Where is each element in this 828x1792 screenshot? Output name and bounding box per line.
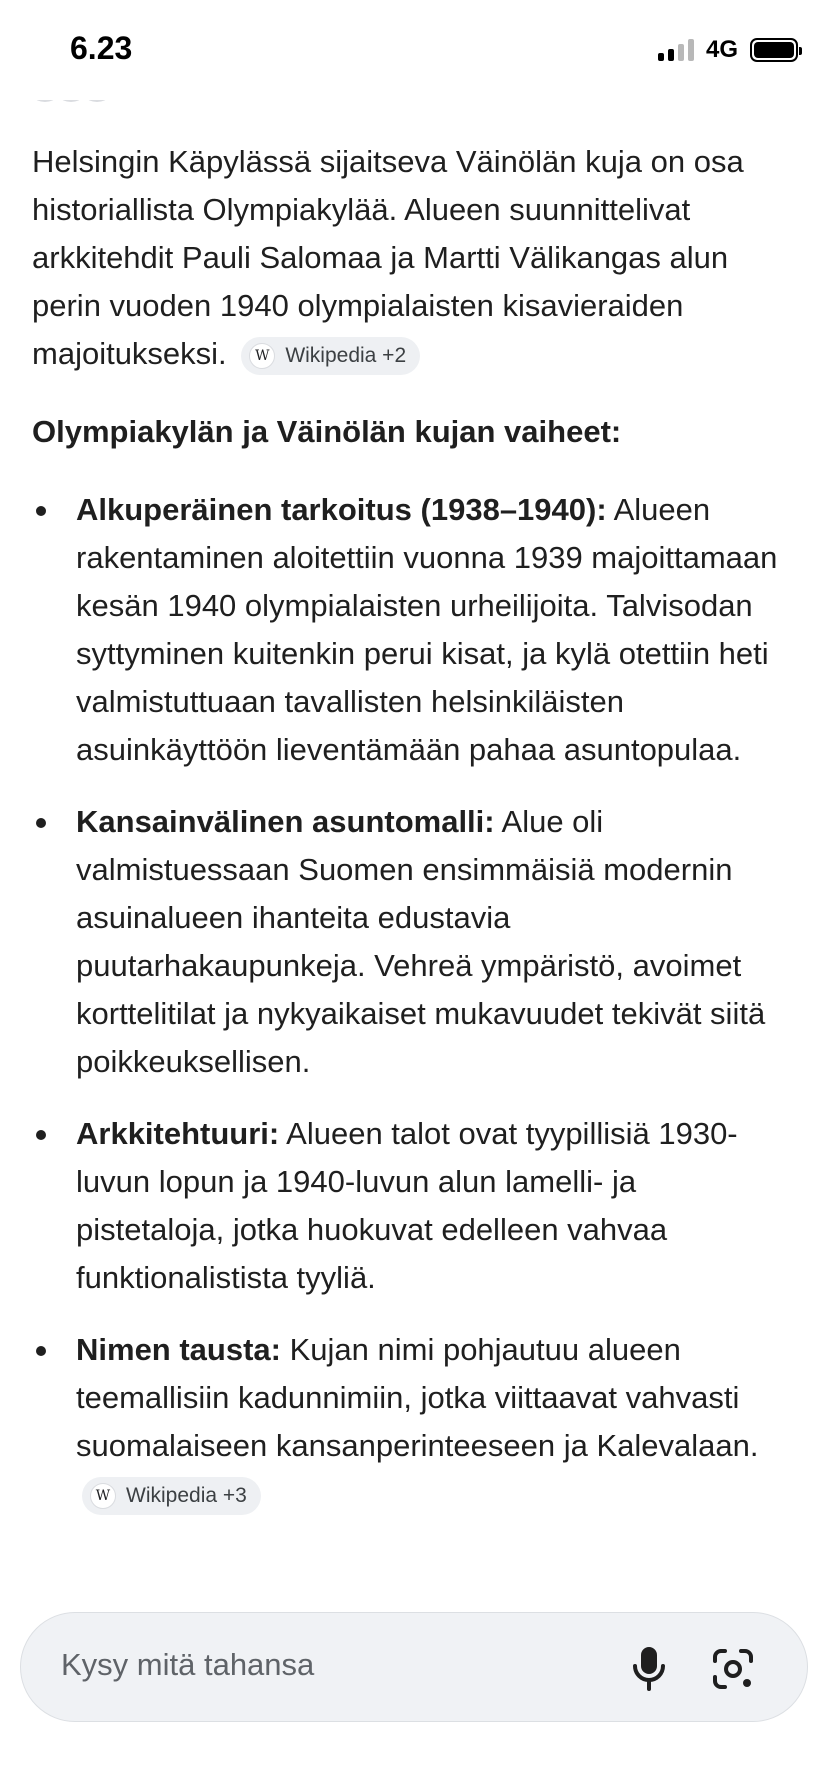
intro-text: Helsingin Käpylässä sijaitseva Väinölän kuja on osa historiallista Olympiakylää. Alueen suunnittelivat arkkitehdit Pauli Salomaa ja Martti Välikangas alun perin vuoden 1940 olympialaisten kisavieraiden majoitukseksi. [32,144,744,371]
wikipedia-icon: W [90,1483,116,1509]
network-type: 4G [705,36,738,63]
status-bar [0,0,828,100]
list-item [76,1326,792,1518]
status-time: 6.23 [70,30,133,66]
list-item-text: Alueen rakentaminen aloitettiin vuonna 1939 majoittamaan kesän 1940 olympialaisten urheilijoita. Talvisodan syttyminen kuitenkin perui kisat, ja kylä otettiin heti valmistuttuaan tavallisten helsinkiläisten asuinkäyttöön lieventämään pahaa asuntopulaa. [76,492,778,767]
list-item-title: Kansainvälinen asuntomalli: [76,804,495,839]
list-item-title: Alkuperäinen tarkoitus (1938–1940): [76,492,607,527]
list-item [76,798,792,1086]
list-item-text: Alue oli valmistuessaan Suomen ensimmäisiä modernin asuinalueen ihanteita edustavia puutarhakaupunkeja. Vehreä ympäristö, avoimet korttelitilat ja nykyaikaiset mukavuudet tekivät siitä poikkeuksellisen. [76,804,766,1079]
list-item [76,1110,792,1302]
source-chip-label: Wikipedia +3 [126,1484,247,1507]
list-item-text: Kujan nimi pohjautuu alueen teemallisiin kadunnimiin, jotka viittaavat vahvasti suomalaiseen kansanperinteeseen ja Kalevalaan. [76,1332,759,1463]
ask-input-bar[interactable] [20,1612,808,1722]
mic-icon[interactable] [629,1645,669,1691]
section-heading: Olympiakylän ja Väinölän kujan vaiheet: [32,414,622,449]
ask-input-placeholder[interactable]: Kysy mitä tahansa [61,1647,315,1682]
list-item [76,486,792,774]
ai-answer-content [32,138,792,1542]
source-chip-wikipedia[interactable] [82,1477,261,1515]
source-chip-wikipedia[interactable] [241,337,420,375]
cellular-signal-icon [658,39,694,61]
list-item-text: Alueen talot ovat tyypillisiä 1930-luvun lopun ja 1940-luvun alun lamelli- ja pistetaloja, jotka huokuvat edelleen vahvaa funktionalistista tyyliä. [76,1116,738,1295]
intro-paragraph [32,138,792,378]
battery-icon [750,38,798,62]
google-lens-icon[interactable] [711,1647,755,1691]
wikipedia-icon: W [249,343,275,369]
list-item-title: Arkkitehtuuri: [76,1116,280,1151]
status-indicators [658,36,798,64]
list-item-title: Nimen tausta: [76,1332,281,1367]
source-chip-label: Wikipedia +2 [285,344,407,367]
bullet-list [32,486,792,1518]
